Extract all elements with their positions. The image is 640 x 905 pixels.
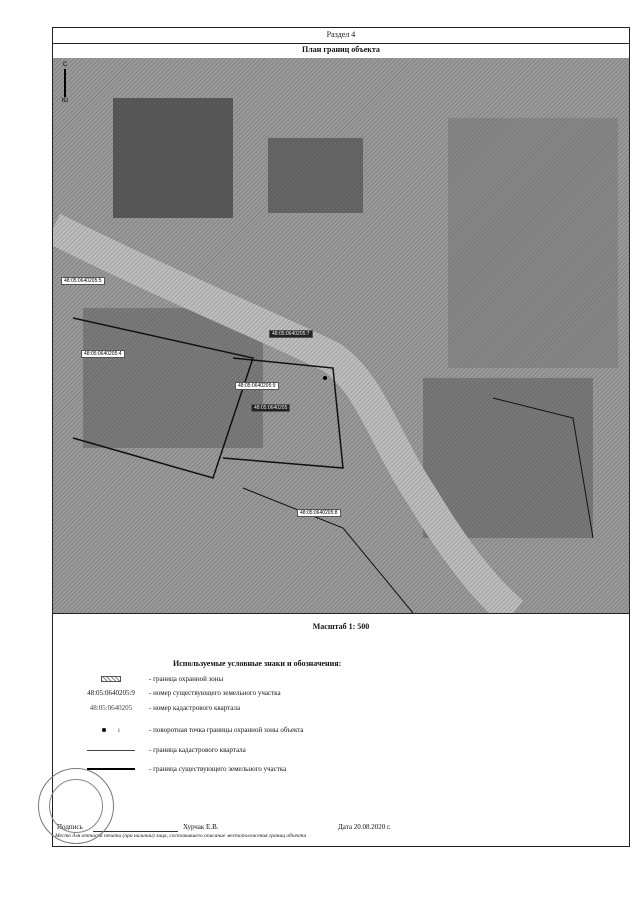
legend-item: 1 - поворотная точка границы охранной зоны объекта bbox=[53, 726, 629, 738]
quarter-boundary-symbol bbox=[61, 746, 161, 754]
legend-item: - граница существующего земельного участка bbox=[53, 765, 629, 777]
aerial-map bbox=[53, 58, 629, 614]
quarter-number-symbol: 48:05:0640205 bbox=[89, 704, 133, 712]
map-imagery bbox=[53, 58, 629, 613]
legend-item: 48:05:0640205:9 - номер существующего земельного участка bbox=[53, 689, 629, 701]
stamp-note: Место для оттиска печати (при наличии) лица, составившего описание местоположения границ объекта bbox=[55, 833, 307, 839]
north-label: С bbox=[62, 62, 68, 68]
legend-item: - граница кадастрового квартала bbox=[53, 746, 629, 758]
south-label: Ю bbox=[61, 98, 69, 104]
quarter-label: 48:05:0640205 bbox=[251, 404, 290, 412]
parcel-label: 48:05:0640205:4 bbox=[81, 350, 125, 358]
legend-item: - граница охранной зоны bbox=[53, 675, 629, 687]
signature-date: Дата 20.08.2020 г. bbox=[338, 823, 391, 831]
signature-underline bbox=[93, 831, 178, 832]
plan-title: План границ объекта bbox=[53, 43, 629, 59]
legend-title: Используемые условные знаки и обозначения: bbox=[173, 659, 342, 668]
compass-needle-icon bbox=[64, 69, 66, 97]
parcel-label: 48:05:0640205:7 bbox=[269, 330, 313, 338]
parcel-label: 48:05:0640205:9 bbox=[235, 382, 279, 390]
point-dot-icon bbox=[102, 728, 106, 732]
document-frame bbox=[52, 27, 630, 847]
section-title: Раздел 4 bbox=[53, 28, 629, 44]
signature-label: Подпись bbox=[57, 823, 83, 831]
seal-inner-ring bbox=[49, 779, 103, 833]
legend-item: 48:05:0640205 - номер кадастрового квартала bbox=[53, 704, 629, 716]
parcel-number-symbol: 48:05:0640205:9 bbox=[87, 689, 135, 697]
parcel-label: 48:05:0640205:5 bbox=[61, 277, 105, 285]
seal-stamp bbox=[38, 768, 114, 844]
turn-point-symbol: 1 bbox=[61, 726, 161, 734]
parcel-label: 48:05:0640205:8 bbox=[297, 509, 341, 517]
zone-boundary-symbol bbox=[61, 675, 161, 683]
north-arrow bbox=[59, 62, 71, 112]
signer-name: Хурчак Е.В. bbox=[183, 823, 219, 831]
map-scale: Масштаб 1: 500 bbox=[312, 622, 370, 631]
